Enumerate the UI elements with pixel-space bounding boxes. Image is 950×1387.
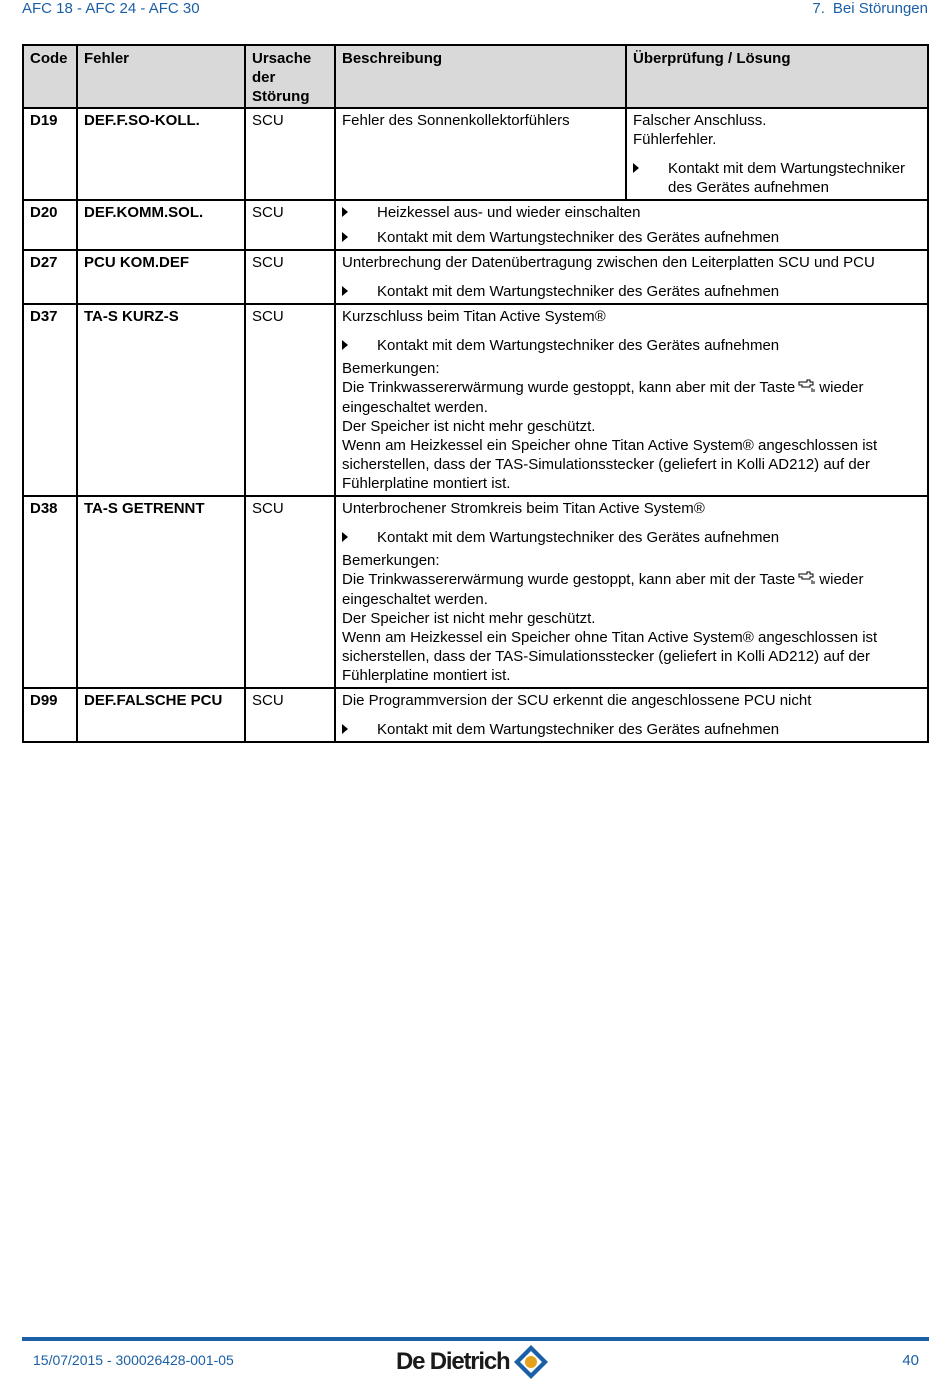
row-ursache: SCU — [245, 200, 335, 250]
section-title: Bei Störungen — [832, 0, 928, 17]
row-description-merged — [335, 304, 928, 496]
bullet-item — [342, 528, 921, 547]
pruefung-line: Falscher Anschluss. — [633, 112, 767, 129]
row-code: D20 — [23, 200, 77, 250]
remarks-text: Wenn am Heizkessel ein Speicher ohne Titan Active System® angeschlossen ist sicherstellen, dass der TAS-Simulationsstecker (geliefert in Kolli AD212) auf der Fühlerplatine montiert ist. — [342, 629, 878, 684]
bullet-arrow-icon — [342, 232, 348, 242]
row-fehler: PCU KOM.DEF — [77, 250, 245, 304]
remarks-title: Bemerkungen: — [342, 360, 440, 377]
column-header-ursache: Ursache der Störung — [245, 45, 335, 108]
row-code: D37 — [23, 304, 77, 496]
row-fehler: DEF.FALSCHE PCU — [77, 688, 245, 742]
table-row — [23, 304, 928, 496]
bullet-arrow-icon — [633, 163, 639, 173]
bullet-arrow-icon — [342, 724, 348, 734]
bullet-arrow-icon — [342, 340, 348, 350]
bullet-item — [342, 203, 921, 222]
bullet-text: Kontakt mit dem Wartungstechniker des Gerätes aufnehmen — [377, 721, 780, 738]
row-description-merged — [335, 688, 928, 742]
table-row — [23, 200, 928, 250]
remarks-text-part: Die Trinkwassererwärmung wurde gestoppt, kann aber mit der Taste — [342, 379, 796, 396]
bullet-arrow-icon — [342, 532, 348, 542]
bullet-item — [633, 159, 921, 197]
remarks-block — [342, 551, 921, 685]
row-beschreibung: Die Programmversion der SCU erkennt die angeschlossene PCU nicht — [342, 692, 812, 709]
bullet-text: Kontakt mit dem Wartungstechniker des Gerätes aufnehmen — [377, 229, 780, 246]
table-header-row — [23, 45, 928, 108]
bullet-text: Kontakt mit dem Wartungstechniker des Gerätes aufnehmen — [377, 337, 780, 354]
error-code-table — [22, 44, 929, 743]
row-pruefung — [626, 108, 928, 200]
footer-divider — [22, 1337, 929, 1341]
row-fehler: DEF.F.SO-KOLL. — [77, 108, 245, 200]
remarks-text-part: Die Trinkwassererwärmung wurde gestoppt, kann aber mit der Taste — [342, 571, 796, 588]
bullet-item — [342, 228, 921, 247]
remarks-text — [342, 378, 921, 417]
table-row — [23, 496, 928, 688]
bullet-text: Kontakt mit dem Wartungstechniker des Gerätes aufnehmen — [668, 160, 906, 196]
table-row — [23, 688, 928, 742]
bullet-item — [342, 720, 921, 739]
bullet-arrow-icon — [342, 286, 348, 296]
bullet-text: Kontakt mit dem Wartungstechniker des Gerätes aufnehmen — [377, 529, 780, 546]
remarks-text — [342, 570, 921, 609]
page-number: 40 — [902, 1352, 919, 1369]
remarks-text-part: wieder eingeschaltet werden. — [342, 571, 864, 608]
column-header-pruefung: Überprüfung / Lösung — [626, 45, 928, 108]
remarks-text-part: wieder eingeschaltet werden. — [342, 379, 864, 416]
column-header-beschreibung: Beschreibung — [335, 45, 626, 108]
row-code: D19 — [23, 108, 77, 200]
row-ursache: SCU — [245, 496, 335, 688]
remarks-block — [342, 359, 921, 493]
logo-emblem-icon — [512, 1343, 550, 1381]
table-row — [23, 250, 928, 304]
dhw-tap-icon — [798, 379, 816, 398]
bullet-text: Heizkessel aus- und wieder einschalten — [377, 204, 641, 221]
footer-document-id: 15/07/2015 - 300026428-001-05 — [33, 1352, 234, 1368]
bullet-item — [342, 336, 921, 355]
row-fehler: DEF.KOMM.SOL. — [77, 200, 245, 250]
dhw-tap-icon — [798, 571, 816, 590]
row-code: D99 — [23, 688, 77, 742]
row-code: D27 — [23, 250, 77, 304]
column-header-fehler: Fehler — [77, 45, 245, 108]
row-ursache: SCU — [245, 250, 335, 304]
row-fehler: TA-S GETRENNT — [77, 496, 245, 688]
bullet-item — [342, 282, 921, 301]
remarks-text: Wenn am Heizkessel ein Speicher ohne Titan Active System® angeschlossen ist sicherstellen, dass der TAS-Simulationsstecker (geliefert in Kolli AD212) auf der Fühlerplatine montiert ist. — [342, 437, 878, 492]
row-fehler: TA-S KURZ-S — [77, 304, 245, 496]
de-dietrich-logo — [396, 1342, 550, 1382]
row-description-merged — [335, 250, 928, 304]
table-row — [23, 108, 928, 200]
remarks-text: Der Speicher ist nicht mehr geschützt. — [342, 418, 596, 435]
row-code: D38 — [23, 496, 77, 688]
row-description-merged — [335, 496, 928, 688]
row-beschreibung: Fehler des Sonnenkollektorfühlers — [335, 108, 626, 200]
column-header-code: Code — [23, 45, 77, 108]
remarks-title: Bemerkungen: — [342, 552, 440, 569]
logo-text: De Dietrich — [396, 1348, 510, 1375]
row-beschreibung: Unterbrochener Stromkreis beim Titan Active System® — [342, 500, 705, 517]
row-beschreibung: Kurzschluss beim Titan Active System® — [342, 308, 606, 325]
row-ursache: SCU — [245, 688, 335, 742]
bullet-text: Kontakt mit dem Wartungstechniker des Gerätes aufnehmen — [377, 283, 780, 300]
pruefung-line: Fühlerfehler. — [633, 131, 717, 148]
row-beschreibung: Unterbrechung der Datenübertragung zwischen den Leiterplatten SCU und PCU — [342, 254, 875, 271]
row-description-merged — [335, 200, 928, 250]
document-model-header: AFC 18 - AFC 24 - AFC 30 — [22, 0, 200, 17]
section-number: 7. — [812, 0, 825, 17]
section-header — [812, 0, 928, 17]
row-ursache: SCU — [245, 304, 335, 496]
row-ursache: SCU — [245, 108, 335, 200]
remarks-text: Der Speicher ist nicht mehr geschützt. — [342, 610, 596, 627]
bullet-arrow-icon — [342, 207, 348, 217]
